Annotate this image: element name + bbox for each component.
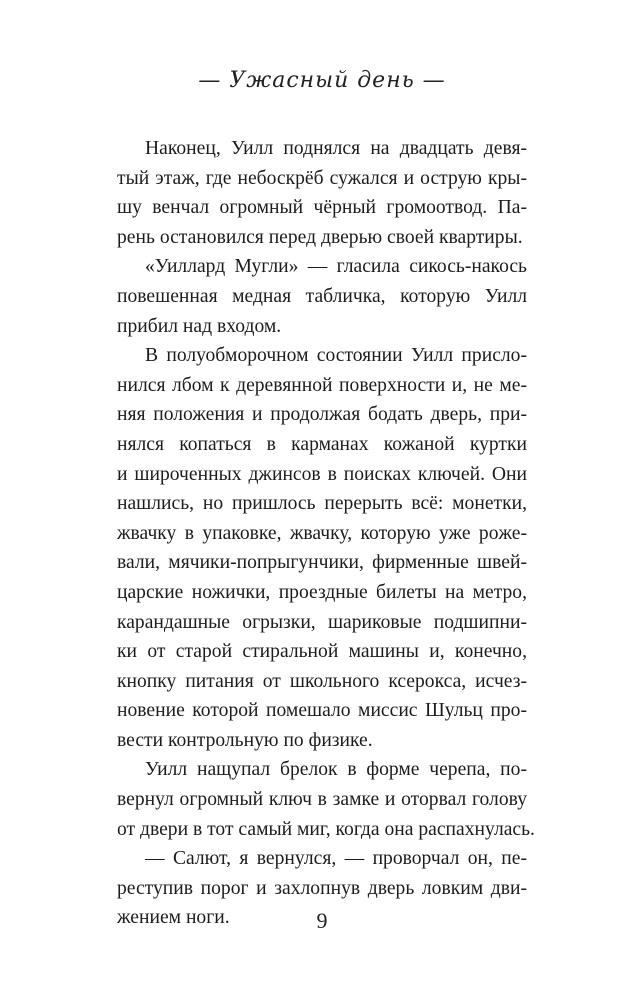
text-line: В полуобморочном состоянии Уилл присло- (145, 345, 527, 367)
text-line: — Салют, я вернулся, — проворчал он, пе- (145, 848, 527, 870)
text-line: вести контрольную по физике. (117, 729, 373, 751)
text-line: реступив порог и захлопнув дверь ловким дви- (117, 877, 527, 899)
text-line: «Уиллард Мугли» — гласила сикось-накось (145, 256, 527, 278)
text-line: вернул огромный ключ в замке и оторвал голову (117, 789, 527, 811)
text-line: от двери в тот самый миг, когда она распахнулась. (117, 818, 535, 840)
text-line: царские ножички, проездные билеты на метро, (117, 581, 527, 603)
text-line: и широченных джинсов в поисках ключей. Они (117, 463, 527, 485)
text-line: нашлись, но пришлось перерыть всё: монетки, (117, 493, 527, 515)
text-line: прибил над входом. (117, 315, 282, 337)
text-line: нился лбом к деревянной поверхности и, не ме- (117, 374, 527, 396)
text-line: шу венчал огромный чёрный громоотвод. Па- (117, 197, 527, 219)
text-line: новение которой помешало миссис Шульц про- (117, 700, 527, 722)
page-number: 9 (316, 908, 328, 933)
text-line: жением ноги. (117, 907, 230, 929)
body-text (117, 134, 535, 933)
text-line: вали, мячики-попрыгунчики, фирменные швей- (117, 552, 527, 574)
text-line: Наконец, Уилл поднялся на двадцать девя- (145, 138, 527, 159)
text-line: жвачку в упаковке, жвачку, которую уже poже- (117, 522, 527, 544)
text-line: повешенная медная табличка, которую Уилл (117, 285, 527, 307)
text-line: няя положения и продолжая бодать дверь, при- (117, 404, 527, 426)
text-line: кнопку питания от школьного ксерокса, исчез- (117, 670, 527, 692)
text-line: ки от старой стиральной машины и, конечно, (117, 641, 527, 663)
running-head: — Ужасный день — (198, 68, 446, 93)
text-line: рень остановился перед дверью своей квартиры. (117, 226, 523, 248)
text-line: Уилл нащупал брелок в форме черепа, по- (145, 759, 527, 781)
text-line: тый этаж, где небоскрёб сужался и острую кры- (117, 167, 527, 189)
text-line: нялся копаться в карманах кожаной куртки (117, 433, 527, 455)
text-line: карандашные огрызки, шариковые подшипни- (117, 611, 527, 633)
